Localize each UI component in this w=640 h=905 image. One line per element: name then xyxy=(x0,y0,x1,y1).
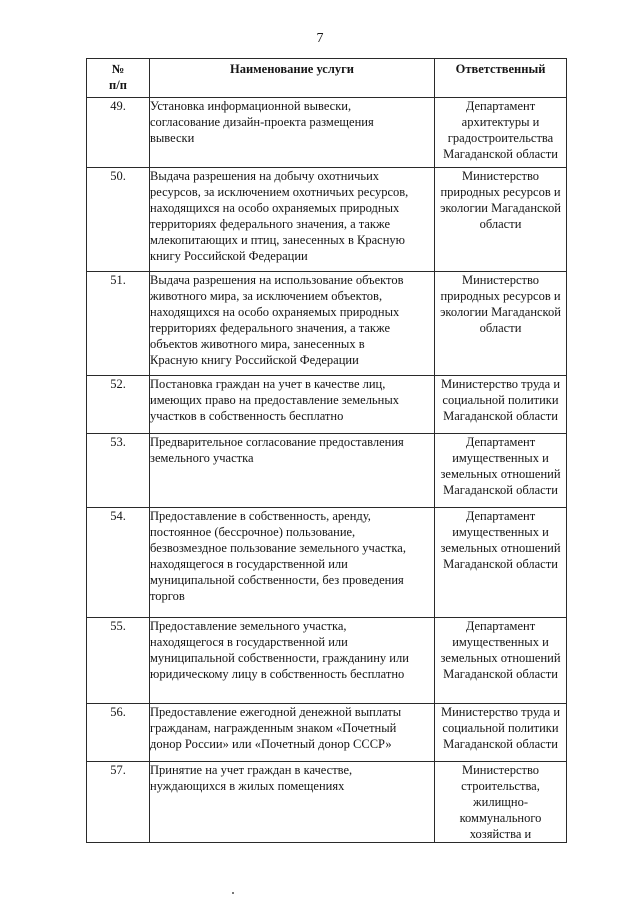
responsible-line: Департамент xyxy=(465,509,536,523)
service-name-line: постоянное (бессрочное) пользование, xyxy=(150,525,356,539)
responsible-line: социальной политики xyxy=(442,393,559,407)
header-number-symbol: № xyxy=(111,62,125,76)
responsible-cell xyxy=(435,168,567,272)
responsible-line: Департамент xyxy=(465,435,536,449)
responsible-line: экологии Магаданской xyxy=(440,201,561,215)
responsible-line: Министерство труда и xyxy=(440,377,561,391)
service-name-cell xyxy=(150,704,435,762)
responsible-cell xyxy=(435,98,567,168)
service-name-line: территориях федерального значения, а также xyxy=(150,321,390,335)
service-name-cell xyxy=(150,618,435,704)
row-number: 49. xyxy=(87,98,150,168)
responsible-line: земельных отношений xyxy=(440,651,561,665)
service-name-line: Предоставление в собственность, аренду, xyxy=(150,509,371,523)
responsible-line: природных ресурсов и xyxy=(440,289,561,303)
table-row xyxy=(87,762,567,843)
responsible-line: области xyxy=(479,321,522,335)
responsible-line: Магаданской области xyxy=(443,667,558,681)
service-name-line: Принятие на учет граждан в качестве, xyxy=(150,763,353,777)
responsible-line: земельных отношений xyxy=(440,541,561,555)
responsible-cell xyxy=(435,376,567,434)
table-header-row xyxy=(87,59,567,98)
responsible-line: имущественных и xyxy=(452,451,549,465)
service-name-line: согласование дизайн-проекта размещения xyxy=(150,115,374,129)
responsible-cell xyxy=(435,272,567,376)
responsible-cell xyxy=(435,704,567,762)
responsible-line: Департамент xyxy=(465,619,536,633)
responsible-line: жилищно- xyxy=(473,795,528,809)
responsible-line: Департамент xyxy=(465,99,536,113)
service-name-line: торгов xyxy=(150,589,185,603)
page-number: 7 xyxy=(316,31,324,46)
table-row xyxy=(87,618,567,704)
service-name-line: юридическому лицу в собственность бесплатно xyxy=(150,667,405,681)
service-name-line: нуждающихся в жилых помещениях xyxy=(150,779,345,793)
responsible-line: Министерство xyxy=(461,169,540,183)
responsible-line: земельных отношений xyxy=(440,467,561,481)
responsible-cell xyxy=(435,618,567,704)
header-number-abbr: п/п xyxy=(109,78,127,92)
table-row xyxy=(87,98,567,168)
table-body xyxy=(87,98,567,843)
table-row xyxy=(87,168,567,272)
responsible-line: градостроительства xyxy=(447,131,554,145)
service-name-cell xyxy=(150,98,435,168)
service-name-line: вывески xyxy=(150,131,195,145)
service-name-line: муниципальной собственности, без проведения xyxy=(150,573,404,587)
responsible-line: экологии Магаданской xyxy=(440,305,561,319)
row-number: 55. xyxy=(87,618,150,704)
responsible-line: строительства, xyxy=(461,779,540,793)
service-name-line: животного мира, за исключением объектов, xyxy=(150,289,383,303)
service-name-cell xyxy=(150,272,435,376)
responsible-line: Министерство xyxy=(461,763,540,777)
service-name-line: Красную книгу Российской Федерации xyxy=(150,353,359,367)
responsible-line: Магаданской области xyxy=(443,147,558,161)
responsible-line: Министерство xyxy=(461,273,540,287)
service-name-line: Выдача разрешения на использование объектов xyxy=(150,273,404,287)
table-row xyxy=(87,272,567,376)
service-name-line: находящихся на особо охраняемых природных xyxy=(150,201,400,215)
services-table xyxy=(86,58,567,843)
service-name-line: книгу Российской Федерации xyxy=(150,249,308,263)
responsible-line: Магаданской области xyxy=(443,409,558,423)
table-row xyxy=(87,434,567,508)
responsible-cell xyxy=(435,434,567,508)
row-number: 53. xyxy=(87,434,150,508)
header-service-name: Наименование услуги xyxy=(150,59,435,98)
responsible-line: природных ресурсов и xyxy=(440,185,561,199)
responsible-cell xyxy=(435,508,567,618)
responsible-line: Магаданской области xyxy=(443,737,558,751)
service-name-line: земельного участка xyxy=(150,451,254,465)
service-name-line: донор России» или «Почетный донор СССР» xyxy=(150,737,392,751)
responsible-line: архитектуры и xyxy=(461,115,540,129)
row-number: 50. xyxy=(87,168,150,272)
responsible-line: Магаданской области xyxy=(443,483,558,497)
service-name-line: объектов животного мира, занесенных в xyxy=(150,337,365,351)
header-number xyxy=(87,59,150,98)
service-name-line: Предварительное согласование предоставления xyxy=(150,435,404,449)
service-name-line: участков в собственность бесплатно xyxy=(150,409,344,423)
table-row xyxy=(87,508,567,618)
service-name-line: территориях федерального значения, а также xyxy=(150,217,390,231)
service-name-line: имеющих право на предоставление земельных xyxy=(150,393,399,407)
service-name-line: Постановка граждан на учет в качестве лиц, xyxy=(150,377,386,391)
service-name-cell xyxy=(150,762,435,843)
header-responsible: Ответственный xyxy=(435,59,567,98)
service-name-line: ресурсов, за исключением охотничьих ресурсов, xyxy=(150,185,409,199)
row-number: 56. xyxy=(87,704,150,762)
service-name-line: Предоставление земельного участка, xyxy=(150,619,347,633)
service-name-line: Выдача разрешения на добычу охотничьих xyxy=(150,169,380,183)
service-name-line: гражданам, награжденным знаком «Почетный xyxy=(150,721,397,735)
row-number: 57. xyxy=(87,762,150,843)
row-number: 52. xyxy=(87,376,150,434)
service-name-cell xyxy=(150,434,435,508)
responsible-line: хозяйства и xyxy=(469,827,532,841)
table-row xyxy=(87,704,567,762)
responsible-line: имущественных и xyxy=(452,635,549,649)
service-name-line: находящегося в государственной или xyxy=(150,635,348,649)
table-row xyxy=(87,376,567,434)
row-number: 54. xyxy=(87,508,150,618)
scan-speck xyxy=(232,892,234,894)
responsible-line: Министерство труда и xyxy=(440,705,561,719)
service-name-line: Предоставление ежегодной денежной выплаты xyxy=(150,705,402,719)
service-name-cell xyxy=(150,168,435,272)
responsible-cell xyxy=(435,762,567,843)
service-name-cell xyxy=(150,376,435,434)
service-name-line: находящегося в государственной или xyxy=(150,557,348,571)
responsible-line: коммунального xyxy=(459,811,542,825)
service-name-line: муниципальной собственности, гражданину или xyxy=(150,651,409,665)
service-name-line: Установка информационной вывески, xyxy=(150,99,352,113)
responsible-line: имущественных и xyxy=(452,525,549,539)
responsible-line: социальной политики xyxy=(442,721,559,735)
row-number: 51. xyxy=(87,272,150,376)
service-name-line: млекопитающих и птиц, занесенных в Красную xyxy=(150,233,405,247)
service-name-line: находящихся на особо охраняемых природных xyxy=(150,305,400,319)
responsible-line: Магаданской области xyxy=(443,557,558,571)
service-name-line: безвозмездное пользование земельного участка, xyxy=(150,541,406,555)
responsible-line: области xyxy=(479,217,522,231)
service-name-cell xyxy=(150,508,435,618)
